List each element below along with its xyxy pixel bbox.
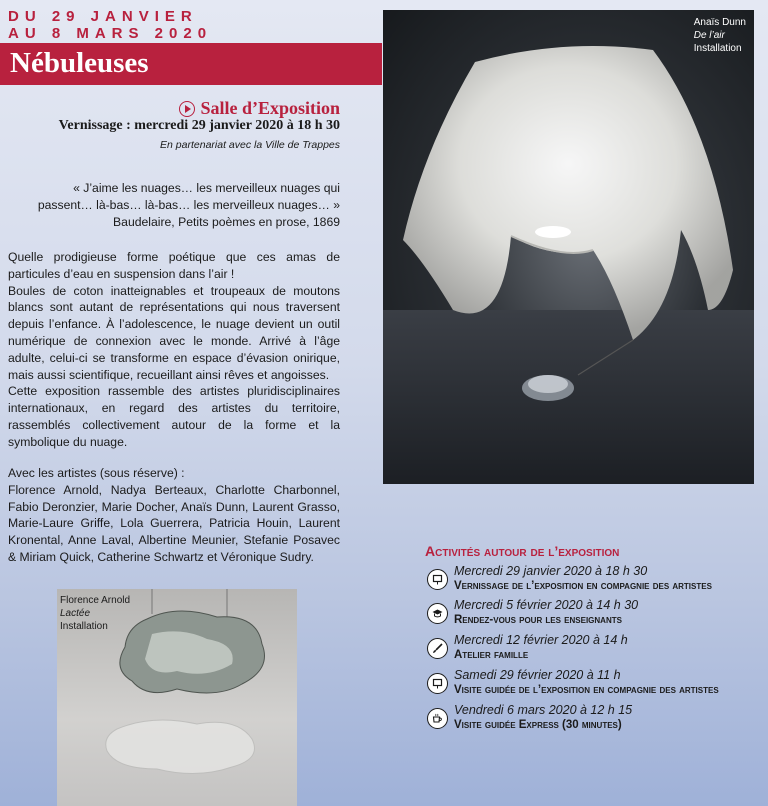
caption-work: De l’air [693,30,725,41]
venue-label: Salle d’Exposition [200,98,340,118]
venue-heading [179,98,340,119]
caption-type: Installation [60,621,108,632]
activity-item [427,564,762,594]
activity-title: Visite guidée de l’exposition en compagnie des artistes [454,684,719,696]
coffee-cup-icon [427,708,448,729]
vernissage-line: Vernissage : mercredi 29 janvier 2020 à 18 h 30 [58,118,340,133]
activity-item [427,703,762,733]
description-paragraph-1: Quelle prodigieuse forme poétique que ces amas de particules d’eau en suspension dans l’air ! [8,250,340,281]
activity-date: Samedi 29 février 2020 à 11 h [454,668,621,682]
title-band [0,43,382,85]
activity-item [427,598,762,628]
quote [10,180,340,231]
exhibition-dates [8,8,212,42]
artists-section [8,465,340,566]
caption-artist: Florence Arnold [60,595,131,606]
easel-icon [427,569,448,590]
activity-title: Rendez-vous pour les enseignants [454,614,622,626]
activity-title: Vernissage de l’exposition en compagnie des artistes [454,580,712,592]
activity-title: Visite guidée Express (30 minutes) [454,719,622,731]
quote-source: Baudelaire, Petits poèmes en prose, 1869 [113,215,340,229]
description-paragraph-2: Boules de coton inatteignables et troupeaux de moutons blancs sont autant de représentations qui nous traversent depuis l’enfance. À l’adolescence, le nuage devient un outil numérique de connexion avec le monde. Arrivé à l’âge adulte, celui-ci se transforme en espace d’évasion onirique, mais aussi scientifique, recueillant ainsi rêves et angoisses. [8,283,340,382]
easel-icon [427,673,448,694]
partner-line: En partenariat avec la Ville de Trappes [160,139,340,151]
artists-list: Florence Arnold, Nadya Berteaux, Charlotte Charbonnel, Fabio Deronzier, Marie Docher, Anaïs Dunn, Laurent Grasso, Marie-Laure Griffe, Lola Guerrera, Patricia Houin, Laurent Kronental, Anne Laval, Albertine Meunier, Stefanie Posavec & Miriam Quick, Catherine Schwartz et Véronique Sudry. [8,482,340,564]
quote-line-2: passent… là-bas… là-bas… les merveilleux nuages… » [37,198,340,212]
activity-date: Mercredi 5 février 2020 à 14 h 30 [454,598,639,612]
caption-florence-arnold [60,594,130,633]
description-paragraph-3: Cette exposition rassemble des artistes pluridisciplinaires internationaux, en regard des artistes du territoire, rassemblés collectivement autour de la forme et la symbolique du nuage. [8,384,340,449]
caption-type: Installation [693,43,742,54]
installation-illustration [383,10,754,484]
graduation-cap-icon [427,603,448,624]
paintbrush-icon [427,638,448,659]
play-icon [179,101,195,117]
artists-intro: Avec les artistes (sous réserve) : [8,466,185,480]
activity-item [427,633,762,663]
caption-artist: Anaïs Dunn [693,17,746,28]
activity-title: Atelier famille [454,649,529,661]
photo-anais-dunn [383,10,754,484]
description [8,249,340,451]
activity-date: Mercredi 29 janvier 2020 à 18 h 30 [454,564,648,578]
activity-date: Mercredi 12 février 2020 à 14 h [454,633,628,647]
activity-date: Vendredi 6 mars 2020 à 12 h 15 [454,703,633,717]
dates-line-1: DU 29 JANVIER [8,8,198,25]
dates-line-2: AU 8 MARS 2020 [8,25,213,42]
quote-line-1: « J’aime les nuages… les merveilleux nuages qui [73,181,340,195]
caption-anais-dunn [694,16,746,55]
caption-work: Lactée [60,608,91,619]
activity-item [427,668,762,698]
activities-title: Activités autour de l’exposition [425,543,620,559]
page-title: Nébuleuses [10,47,149,79]
